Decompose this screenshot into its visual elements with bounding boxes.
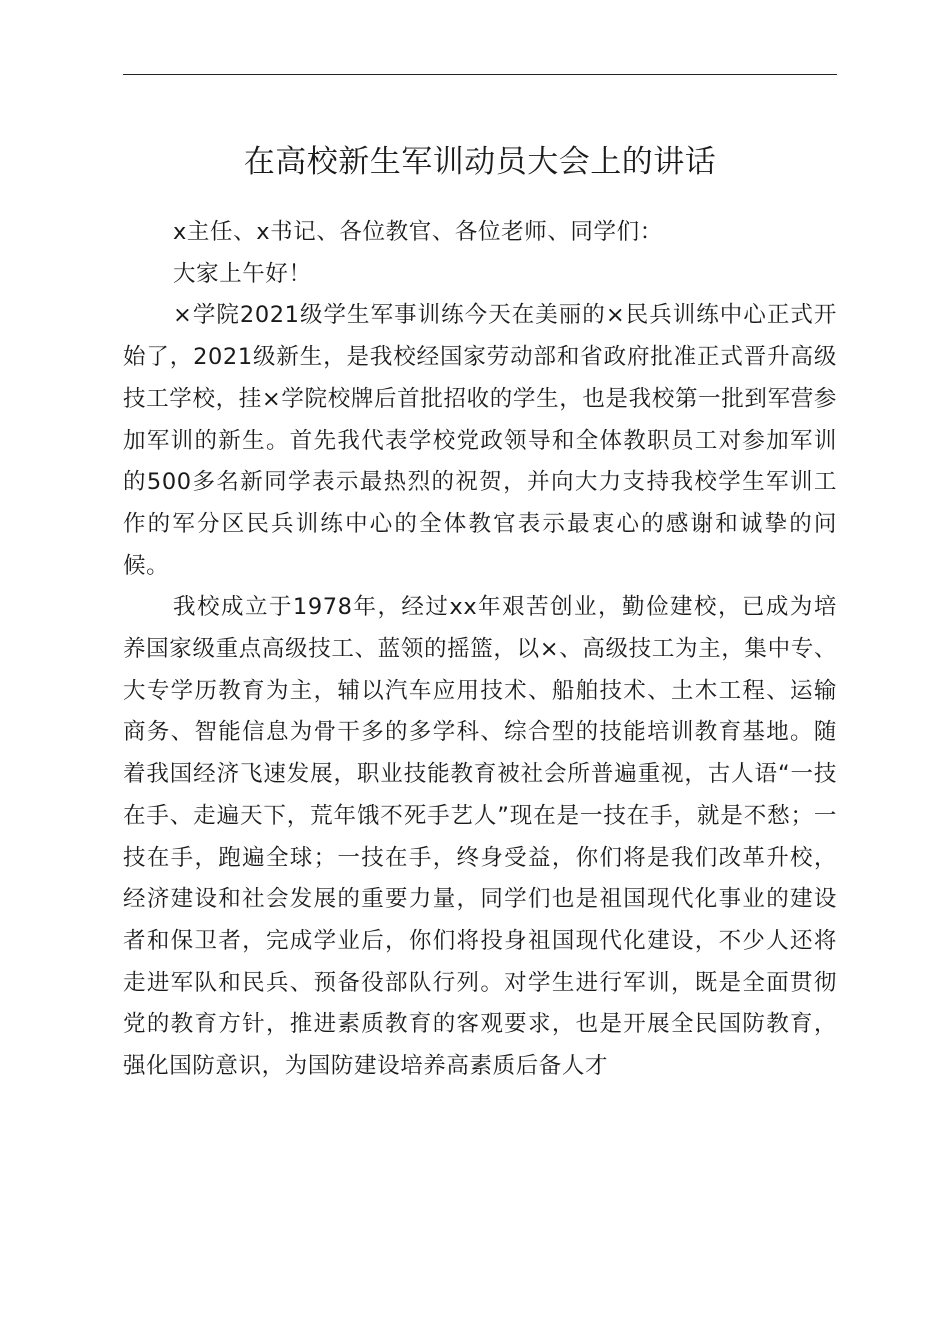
- document-body: [123, 212, 837, 1088]
- body-paragraph: ×学院2021级学生军事训练今天在美丽的×民兵训练中心正式开始了，2021级新生，是我校经国家劳动部和省政府批准正式晋升高级技工学校，挂×学院校牌后首批招收的学生，也是我校第一批到军营参加军训的新生。首先我代表学校党政领导和全体教职员工对参加军训的500多名新同学表示最热烈的祝贺，并向大力支持我校学生军训工作的军分区民兵训练中心的全体教官表示最衷心的感谢和诚挚的问候。: [123, 302, 837, 579]
- document-title: 在高校新生军训动员大会上的讲话: [243, 144, 717, 180]
- header-rule: [123, 74, 837, 75]
- body-paragraph: 我校成立于1978年，经过xx年艰苦创业，勤俭建校，已成为培养国家级重点高级技工、蓝领的摇篮，以×、高级技工为主，集中专、大专学历教育为主，辅以汽车应用技术、船舶技术、土木工程、运输商务、智能信息为骨干多的多学科、综合型的技能培训教育基地。随着我国经济飞速发展，职业技能教育被社会所普遍重视，古人语“一技在手、走遍天下，荒年饿不死手艺人”现在是一技在手，就是不愁；一技在手，跑遍全球；一技在手，终身受益，你们将是我们改革升校，经济建设和社会发展的重要力量，同学们也是祖国现代化事业的建设者和保卫者，完成学业后，你们将投身祖国现代化建设，不少人还将走进军队和民兵、预备役部队行列。对学生进行军训，既是全面贯彻党的教育方针，推进素质教育的客观要求，也是开展全民国防教育，强化国防意识，为国防建设培养高素质后备人才: [123, 594, 837, 1080]
- greeting-line: 大家上午好！: [173, 260, 312, 287]
- salutation-line: x主任、x书记、各位教官、各位老师、同学们：: [173, 219, 663, 245]
